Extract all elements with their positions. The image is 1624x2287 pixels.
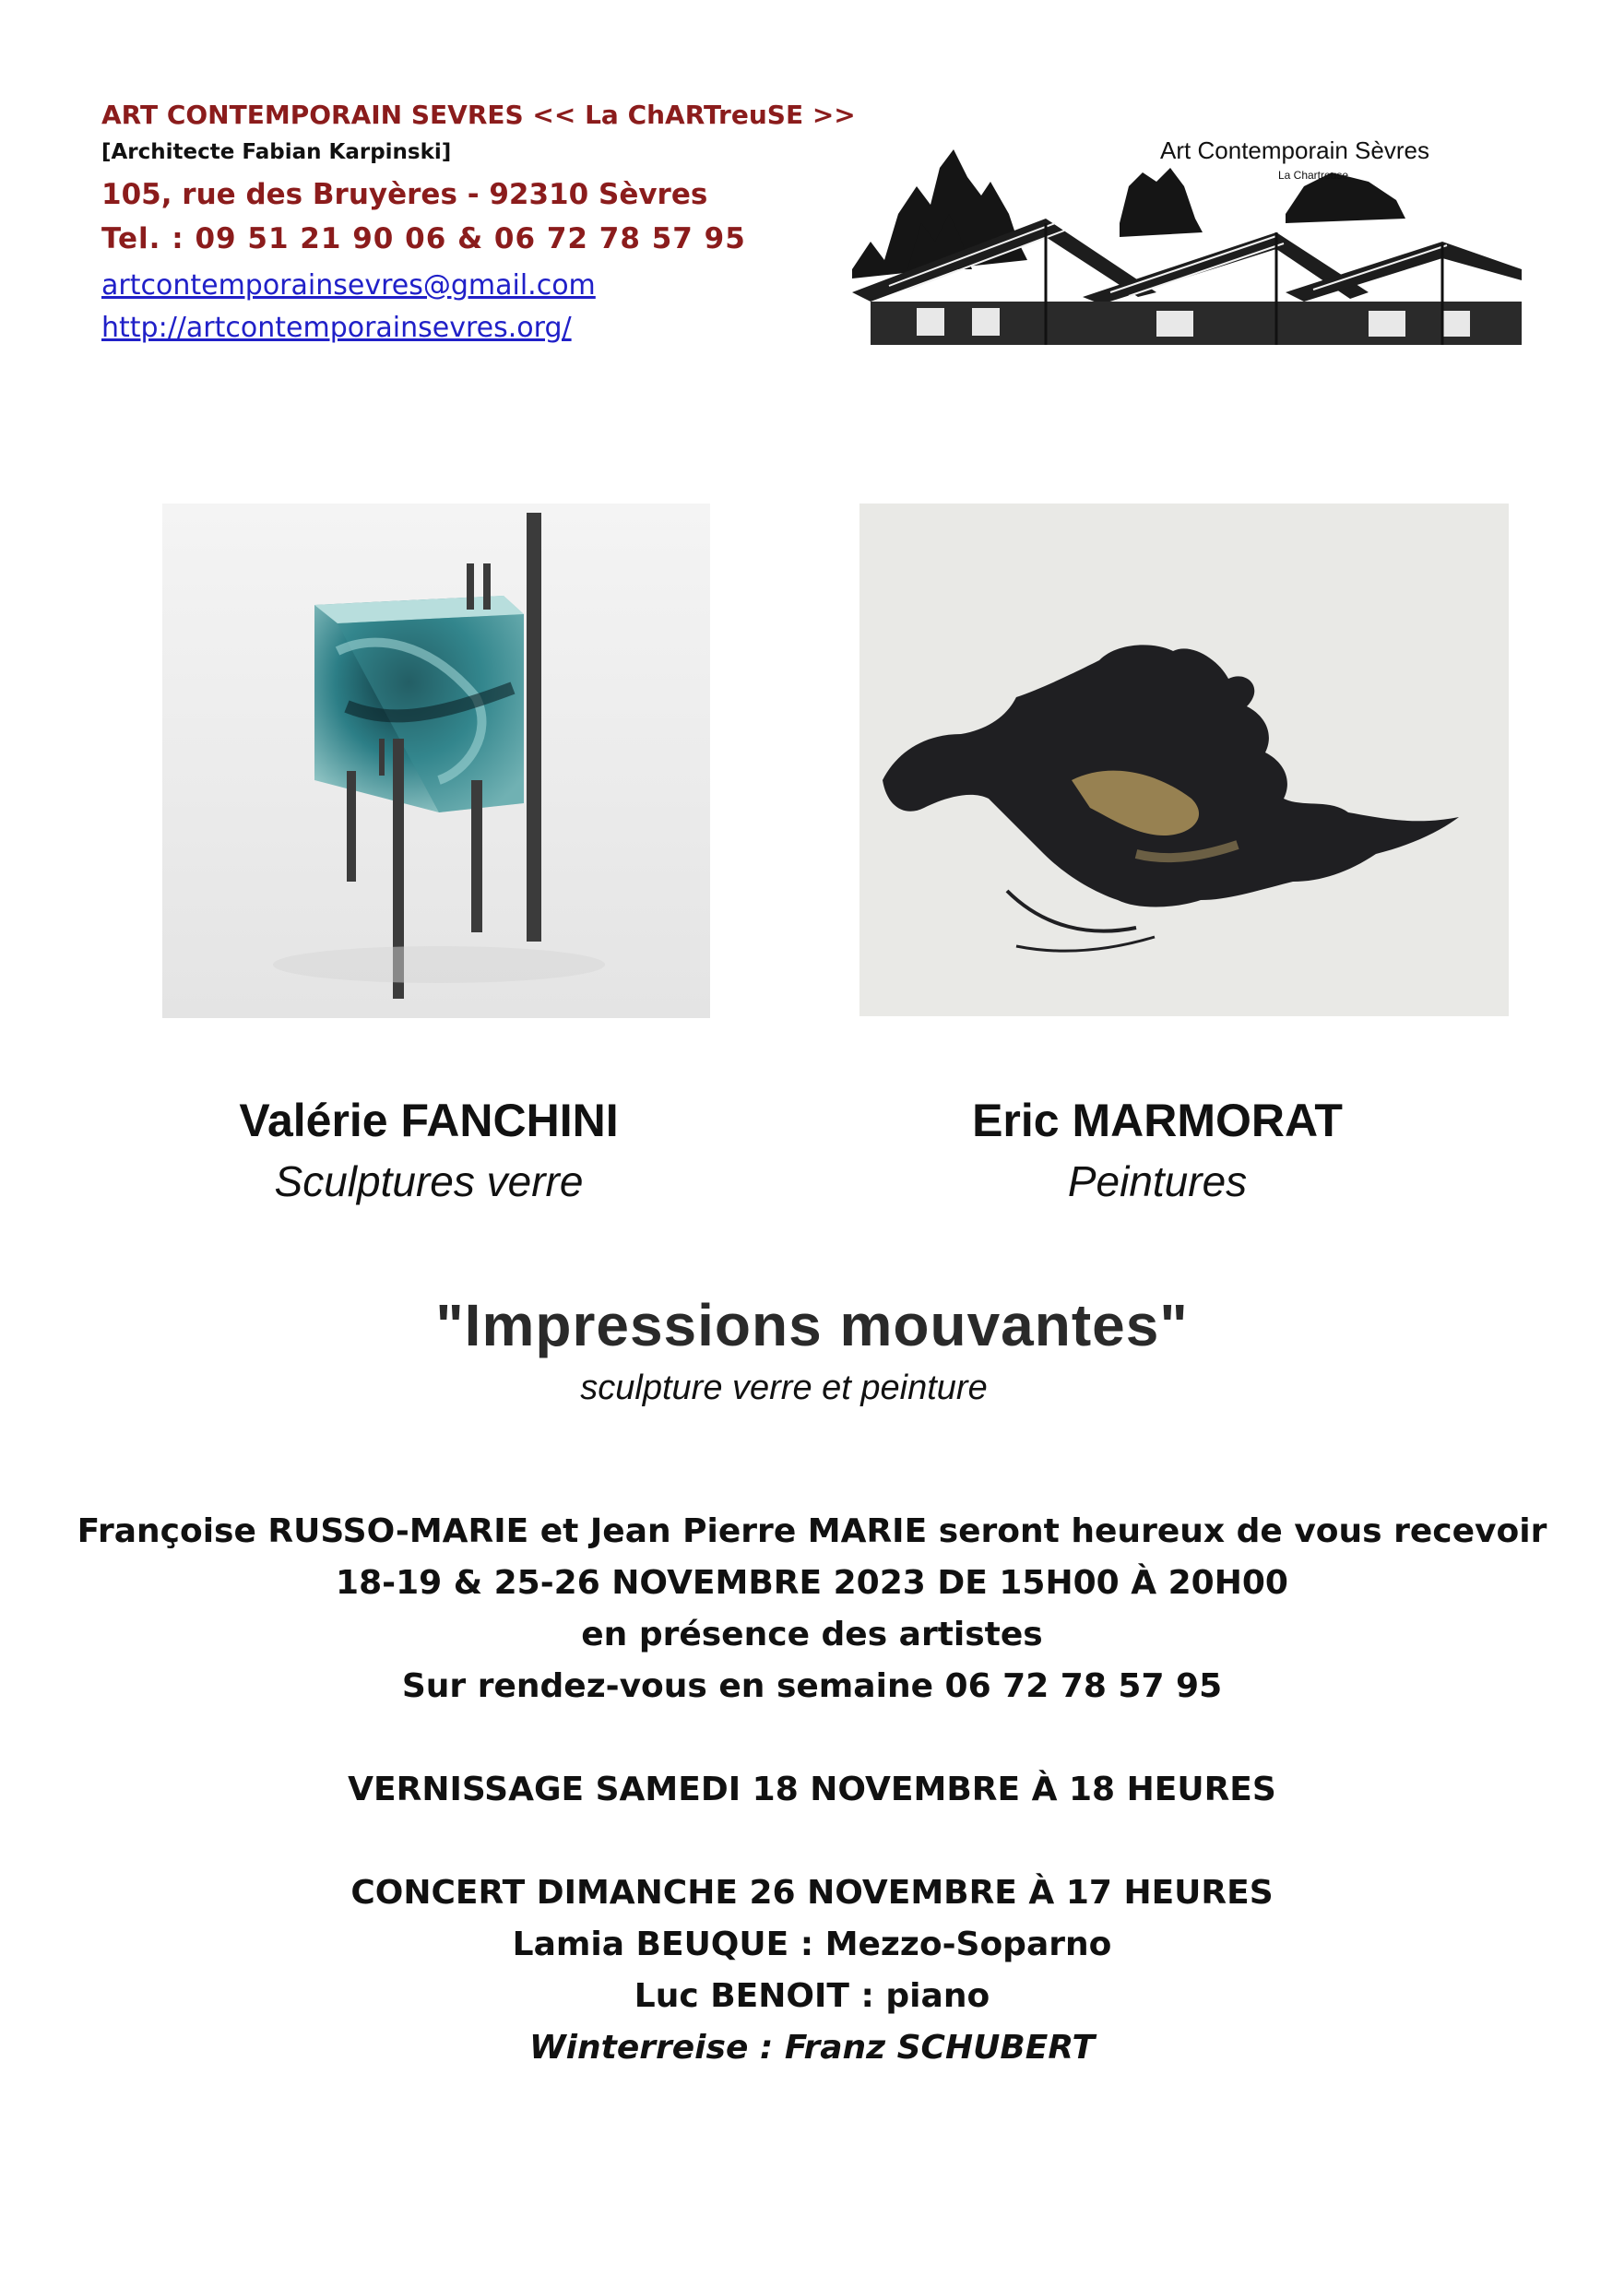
logo-subtitle: La Chartreuse [1277,169,1349,182]
gallery-logo [852,131,1522,345]
artist-medium-left: Sculptures verre [274,1157,584,1205]
artist-name-right: Eric MARMORAT [972,1095,1343,1146]
architect-credit: [Architecte Fabian Karpinski] [101,140,452,164]
logo-title: Art Contemporain Sèvres [1160,136,1429,164]
exhibition-subtitle: sculpture verre et peinture [580,1369,988,1407]
exhibition-title: "Impressions mouvantes" [435,1292,1189,1358]
concert-line: CONCERT DIMANCHE 26 NOVEMBRE À 17 HEURES [350,1874,1274,1912]
email-link[interactable]: artcontemporainsevres@gmail.com [101,269,596,302]
gallery-address: 105, rue des Bruyères - 92310 Sèvres [101,178,708,211]
website-link[interactable]: http://artcontemporainsevres.org/ [101,312,572,344]
dates-line: 18-19 & 25-26 NOVEMBRE 2023 DE 15H00 À 20H00 [336,1564,1288,1602]
vernissage-line: VERNISSAGE SAMEDI 18 NOVEMBRE À 18 HEURES [348,1771,1276,1808]
ink-painting-photo [859,504,1509,1016]
gallery-name: ART CONTEMPORAIN SEVRES << La ChARTreuSE >> [101,100,856,130]
appointment-line: Sur rendez-vous en semaine 06 72 78 57 95 [401,1667,1223,1705]
presence-line: en présence des artistes [581,1616,1043,1653]
hosts-line: Françoise RUSSO-MARIE et Jean Pierre MARIE seront heureux de vous recevoir [77,1512,1547,1550]
artist-name-left: Valérie FANCHINI [239,1095,619,1146]
performer-line-1: Lamia BEUQUE : Mezzo-Soparno [512,1926,1112,1963]
glass-sculpture-photo [162,504,710,1018]
performer-line-2: Luc BENOIT : piano [634,1977,990,2015]
gallery-phone: Tel. : 09 51 21 90 06 & 06 72 78 57 95 [101,222,746,255]
artist-medium-right: Peintures [1067,1157,1248,1205]
program-line: Winterreise : Franz SCHUBERT [528,2029,1096,2067]
